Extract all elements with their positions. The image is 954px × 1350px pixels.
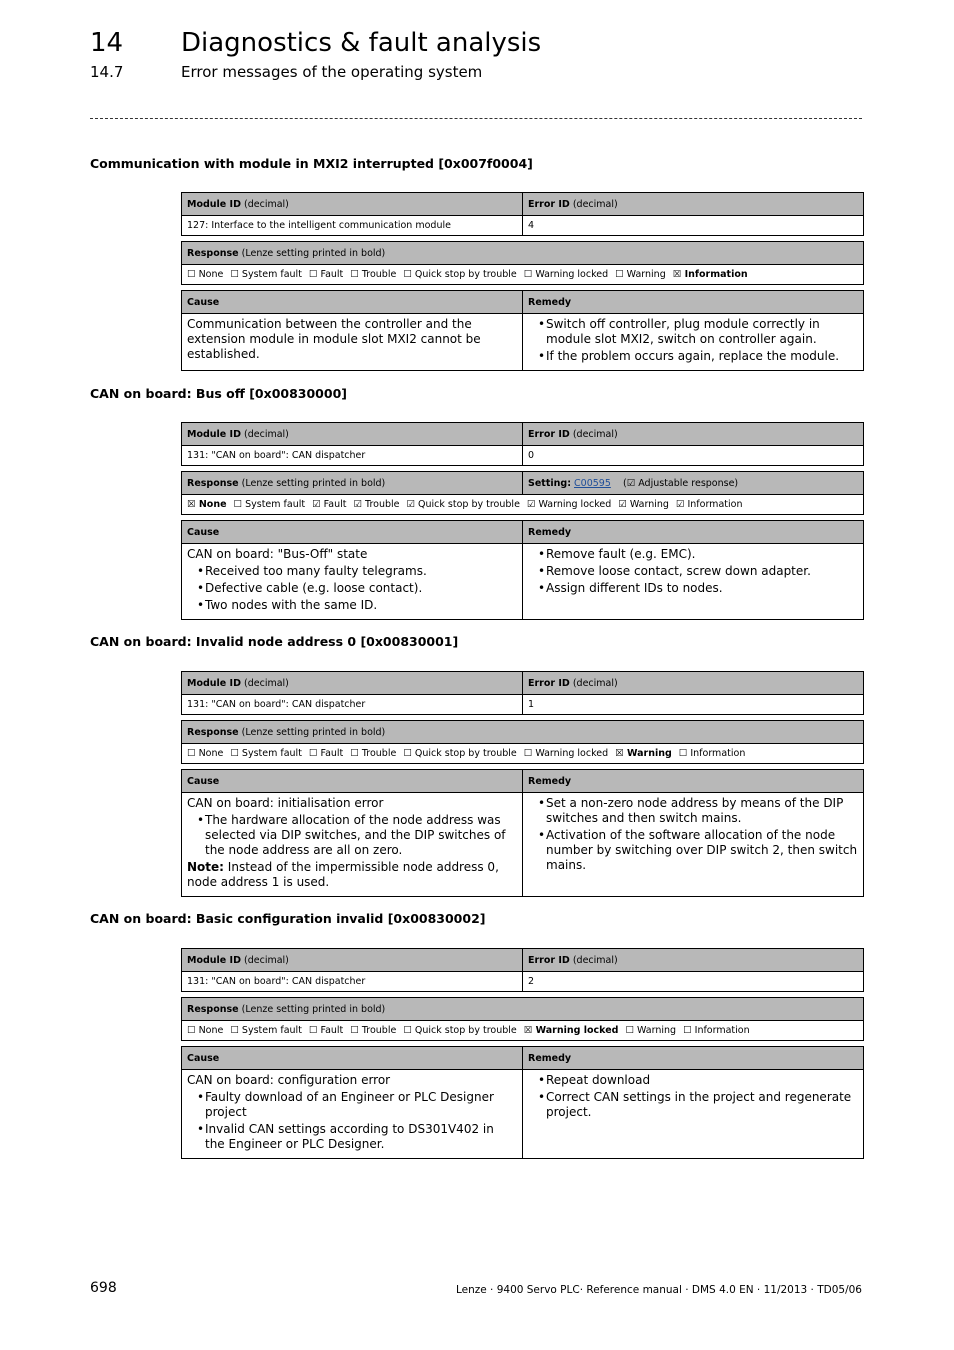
cause-header: Cause xyxy=(182,1047,523,1069)
cause-text: CAN on board: configuration error xyxy=(187,1073,391,1087)
remedy-item: • Switch off controller, plug module correctly in module slot MXI2, switch on controller again. xyxy=(528,317,858,347)
option-system-fault: ☐ System fault xyxy=(233,499,306,510)
checkbox-icon: ☐ xyxy=(678,748,688,759)
remedy-cell xyxy=(523,314,863,370)
note-label: Note: xyxy=(187,860,224,874)
option-quick-stop: ☐ Quick stop by trouble xyxy=(403,1025,517,1036)
remedy-header: Remedy xyxy=(523,291,863,313)
module-id-value: 131: "CAN on board": CAN dispatcher xyxy=(182,972,523,991)
option-system-fault: ☐ System fault xyxy=(230,1025,302,1036)
response-options xyxy=(182,265,863,284)
checkbox-icon: ☑ xyxy=(406,499,416,510)
checkbox-icon: ☐ xyxy=(308,1025,318,1036)
setting-link[interactable]: C00595 xyxy=(574,477,611,489)
cause-text: CAN on board: initialisation error xyxy=(187,796,384,810)
option-system-fault: ☐ System fault xyxy=(230,269,302,280)
cause-text: CAN on board: "Bus-Off" state xyxy=(187,547,368,561)
checkbox-icon: ☐ xyxy=(308,748,318,759)
option-warning-locked: ☐ Warning locked xyxy=(523,748,609,759)
chapter-number: 14 xyxy=(90,28,124,58)
checkbox-icon: ☐ xyxy=(187,269,196,280)
response-options xyxy=(182,744,863,763)
option-quick-stop: ☑ Quick stop by trouble xyxy=(406,499,520,510)
response-options xyxy=(182,495,863,514)
option-trouble: ☑ Trouble xyxy=(353,499,400,510)
checkbox-icon: ☐ xyxy=(625,1025,634,1036)
response-note: (Lenze setting printed in bold) xyxy=(241,477,386,489)
decimal-label: (decimal) xyxy=(572,954,618,966)
checkbox-icon: ☐ xyxy=(187,1025,196,1036)
checkbox-icon: ☐ xyxy=(523,269,533,280)
option-information: ☐ Information xyxy=(683,1025,750,1036)
option-information: ☒ Information xyxy=(672,269,748,280)
remedy-header: Remedy xyxy=(523,770,863,792)
option-quick-stop: ☐ Quick stop by trouble xyxy=(403,269,517,280)
option-warning-locked: ☒ Warning locked xyxy=(523,1025,619,1036)
cause-item: • Defective cable (e.g. loose contact). xyxy=(187,581,517,596)
remedy-header: Remedy xyxy=(523,1047,863,1069)
cause-item: • Received too many faulty telegrams. xyxy=(187,564,517,579)
response-note: (Lenze setting printed in bold) xyxy=(241,1003,386,1015)
checkbox-icon: ☐ xyxy=(350,1025,359,1036)
checkbox-icon: ☐ xyxy=(233,499,243,510)
response-label: Response xyxy=(187,477,239,489)
decimal-label: (decimal) xyxy=(244,428,289,440)
option-warning: ☑ Warning xyxy=(618,499,669,510)
error-id-label: Error ID xyxy=(528,677,570,689)
decimal-label: (decimal) xyxy=(572,677,618,689)
decimal-label: (decimal) xyxy=(244,677,289,689)
remedy-item: • Correct CAN settings in the project and regenerate project. xyxy=(528,1090,858,1120)
cause-item: • Invalid CAN settings according to DS301V402 in the Engineer or PLC Designer. xyxy=(187,1122,517,1152)
option-information: ☐ Information xyxy=(678,748,746,759)
checkbox-icon: ☐ xyxy=(230,269,239,280)
cause-cell xyxy=(182,793,523,896)
remedy-header: Remedy xyxy=(523,521,863,543)
option-fault: ☑ Fault xyxy=(312,499,347,510)
error-table xyxy=(181,422,864,620)
decimal-label: (decimal) xyxy=(244,954,289,966)
module-id-label: Module ID xyxy=(187,677,241,689)
error-id-value: 4 xyxy=(528,220,535,231)
remedy-item: • Set a non-zero node address by means of the DIP switches and then switch mains. xyxy=(528,796,858,826)
checkbox-icon: ☐ xyxy=(403,1025,412,1036)
checkbox-icon: ☐ xyxy=(350,269,359,280)
decimal-label: (decimal) xyxy=(244,198,289,210)
checkbox-icon: ☑ xyxy=(526,499,536,510)
option-none: ☐ None xyxy=(187,1025,224,1036)
remedy-item: • Repeat download xyxy=(528,1073,858,1088)
footer-text: Lenze · 9400 Servo PLC· Reference manual · DMS 4.0 EN · 11/2013 · TD05/06 xyxy=(455,1284,862,1296)
section-number: 14.7 xyxy=(90,63,124,81)
remedy-item: • Remove loose contact, screw down adapter. xyxy=(528,564,858,579)
section-title: Error messages of the operating system xyxy=(181,63,483,81)
option-fault: ☐ Fault xyxy=(308,269,344,280)
error-id-label: Error ID xyxy=(528,428,570,440)
error-table xyxy=(181,192,864,371)
option-none: ☒ None xyxy=(187,499,227,510)
header-rule xyxy=(90,118,862,119)
error-table xyxy=(181,671,864,897)
checkbox-icon: ☑ xyxy=(675,499,685,510)
cause-item: • The hardware allocation of the node address was selected via DIP switches, and the DIP switches of the node address are all on zero. xyxy=(187,813,517,858)
option-warning-locked: ☑ Warning locked xyxy=(526,499,612,510)
error-id-value: 1 xyxy=(528,699,535,710)
checkbox-icon: ☑ xyxy=(618,499,627,510)
checkbox-icon: ☐ xyxy=(403,269,412,280)
checkbox-icon: ☐ xyxy=(683,1025,692,1036)
remedy-item: • Remove fault (e.g. EMC). xyxy=(528,547,858,562)
checkbox-icon: ☐ xyxy=(615,269,624,280)
checkbox-icon: ☐ xyxy=(308,269,318,280)
checkbox-icon: ☒ xyxy=(187,499,196,510)
cause-text: Communication between the controller and the extension module in module slot MXI2 cannot be established. xyxy=(187,317,481,361)
option-warning: ☒ Warning xyxy=(615,748,672,759)
checkbox-icon: ☑ xyxy=(312,499,321,510)
remedy-cell xyxy=(523,1070,863,1158)
remedy-cell xyxy=(523,793,863,896)
error-heading: Communication with module in MXI2 interrupted [0x007f0004] xyxy=(90,156,533,171)
module-id-label: Module ID xyxy=(187,428,241,440)
decimal-label: (decimal) xyxy=(572,428,618,440)
error-id-value: 0 xyxy=(528,450,535,461)
cause-header: Cause xyxy=(182,291,523,313)
remedy-item: • If the problem occurs again, replace the module. xyxy=(528,349,858,364)
error-id-label: Error ID xyxy=(528,954,570,966)
remedy-cell xyxy=(523,544,863,619)
option-trouble: ☐ Trouble xyxy=(350,269,397,280)
checkbox-icon: ☐ xyxy=(523,748,533,759)
option-quick-stop: ☐ Quick stop by trouble xyxy=(403,748,517,759)
module-id-value: 131: "CAN on board": CAN dispatcher xyxy=(182,446,523,465)
checkbox-icon: ☐ xyxy=(403,748,412,759)
note-text: Instead of the impermissible node address 0, node address 1 is used. xyxy=(187,860,499,889)
cause-note xyxy=(187,860,517,890)
module-id-value: 127: Interface to the intelligent communication module xyxy=(182,216,523,235)
cause-header: Cause xyxy=(182,521,523,543)
error-id-value: 2 xyxy=(528,976,535,987)
option-warning-locked: ☐ Warning locked xyxy=(523,269,609,280)
option-none: ☐ None xyxy=(187,748,224,759)
response-options xyxy=(182,1021,863,1040)
error-id-label: Error ID xyxy=(528,198,570,210)
response-label: Response xyxy=(187,1003,239,1015)
option-information: ☑ Information xyxy=(675,499,743,510)
checkbox-icon: ☐ xyxy=(350,748,359,759)
error-table xyxy=(181,948,864,1159)
checkbox-icon: ☒ xyxy=(523,1025,533,1036)
option-fault: ☐ Fault xyxy=(308,1025,344,1036)
checkbox-icon: ☑ xyxy=(353,499,362,510)
error-heading: CAN on board: Basic configuration invalid [0x00830002] xyxy=(90,911,486,926)
cause-item: • Two nodes with the same ID. xyxy=(187,598,517,613)
chapter-title: Diagnostics & fault analysis xyxy=(181,28,542,58)
cause-cell xyxy=(182,314,523,370)
option-warning: ☐ Warning xyxy=(625,1025,677,1036)
error-heading: CAN on board: Bus off [0x00830000] xyxy=(90,386,347,401)
option-trouble: ☐ Trouble xyxy=(350,748,397,759)
response-note: (Lenze setting printed in bold) xyxy=(241,726,386,738)
setting-suffix: (☑ Adjustable response) xyxy=(622,477,739,489)
checkbox-icon: ☒ xyxy=(672,269,682,280)
option-system-fault: ☐ System fault xyxy=(230,748,302,759)
checkbox-icon: ☐ xyxy=(230,748,239,759)
checkbox-icon: ☐ xyxy=(187,748,196,759)
response-label: Response xyxy=(187,726,239,738)
option-fault: ☐ Fault xyxy=(308,748,344,759)
page-number: 698 xyxy=(90,1280,117,1296)
remedy-item: • Assign different IDs to nodes. xyxy=(528,581,858,596)
cause-cell xyxy=(182,1070,523,1158)
checkbox-icon: ☒ xyxy=(615,748,624,759)
error-heading: CAN on board: Invalid node address 0 [0x00830001] xyxy=(90,634,459,649)
module-id-value: 131: "CAN on board": CAN dispatcher xyxy=(182,695,523,714)
checkbox-icon: ☐ xyxy=(230,1025,239,1036)
cause-header: Cause xyxy=(182,770,523,792)
cause-cell xyxy=(182,544,523,619)
option-warning: ☐ Warning xyxy=(615,269,666,280)
setting-label: Setting: xyxy=(528,477,571,489)
module-id-label: Module ID xyxy=(187,198,241,210)
module-id-label: Module ID xyxy=(187,954,241,966)
option-none: ☐ None xyxy=(187,269,224,280)
decimal-label: (decimal) xyxy=(572,198,618,210)
response-label: Response xyxy=(187,247,239,259)
response-note: (Lenze setting printed in bold) xyxy=(241,247,386,259)
option-trouble: ☐ Trouble xyxy=(350,1025,397,1036)
remedy-item: • Activation of the software allocation of the node number by switching over DIP switch 2, then switch mains. xyxy=(528,828,858,873)
cause-item: • Faulty download of an Engineer or PLC Designer project xyxy=(187,1090,517,1120)
